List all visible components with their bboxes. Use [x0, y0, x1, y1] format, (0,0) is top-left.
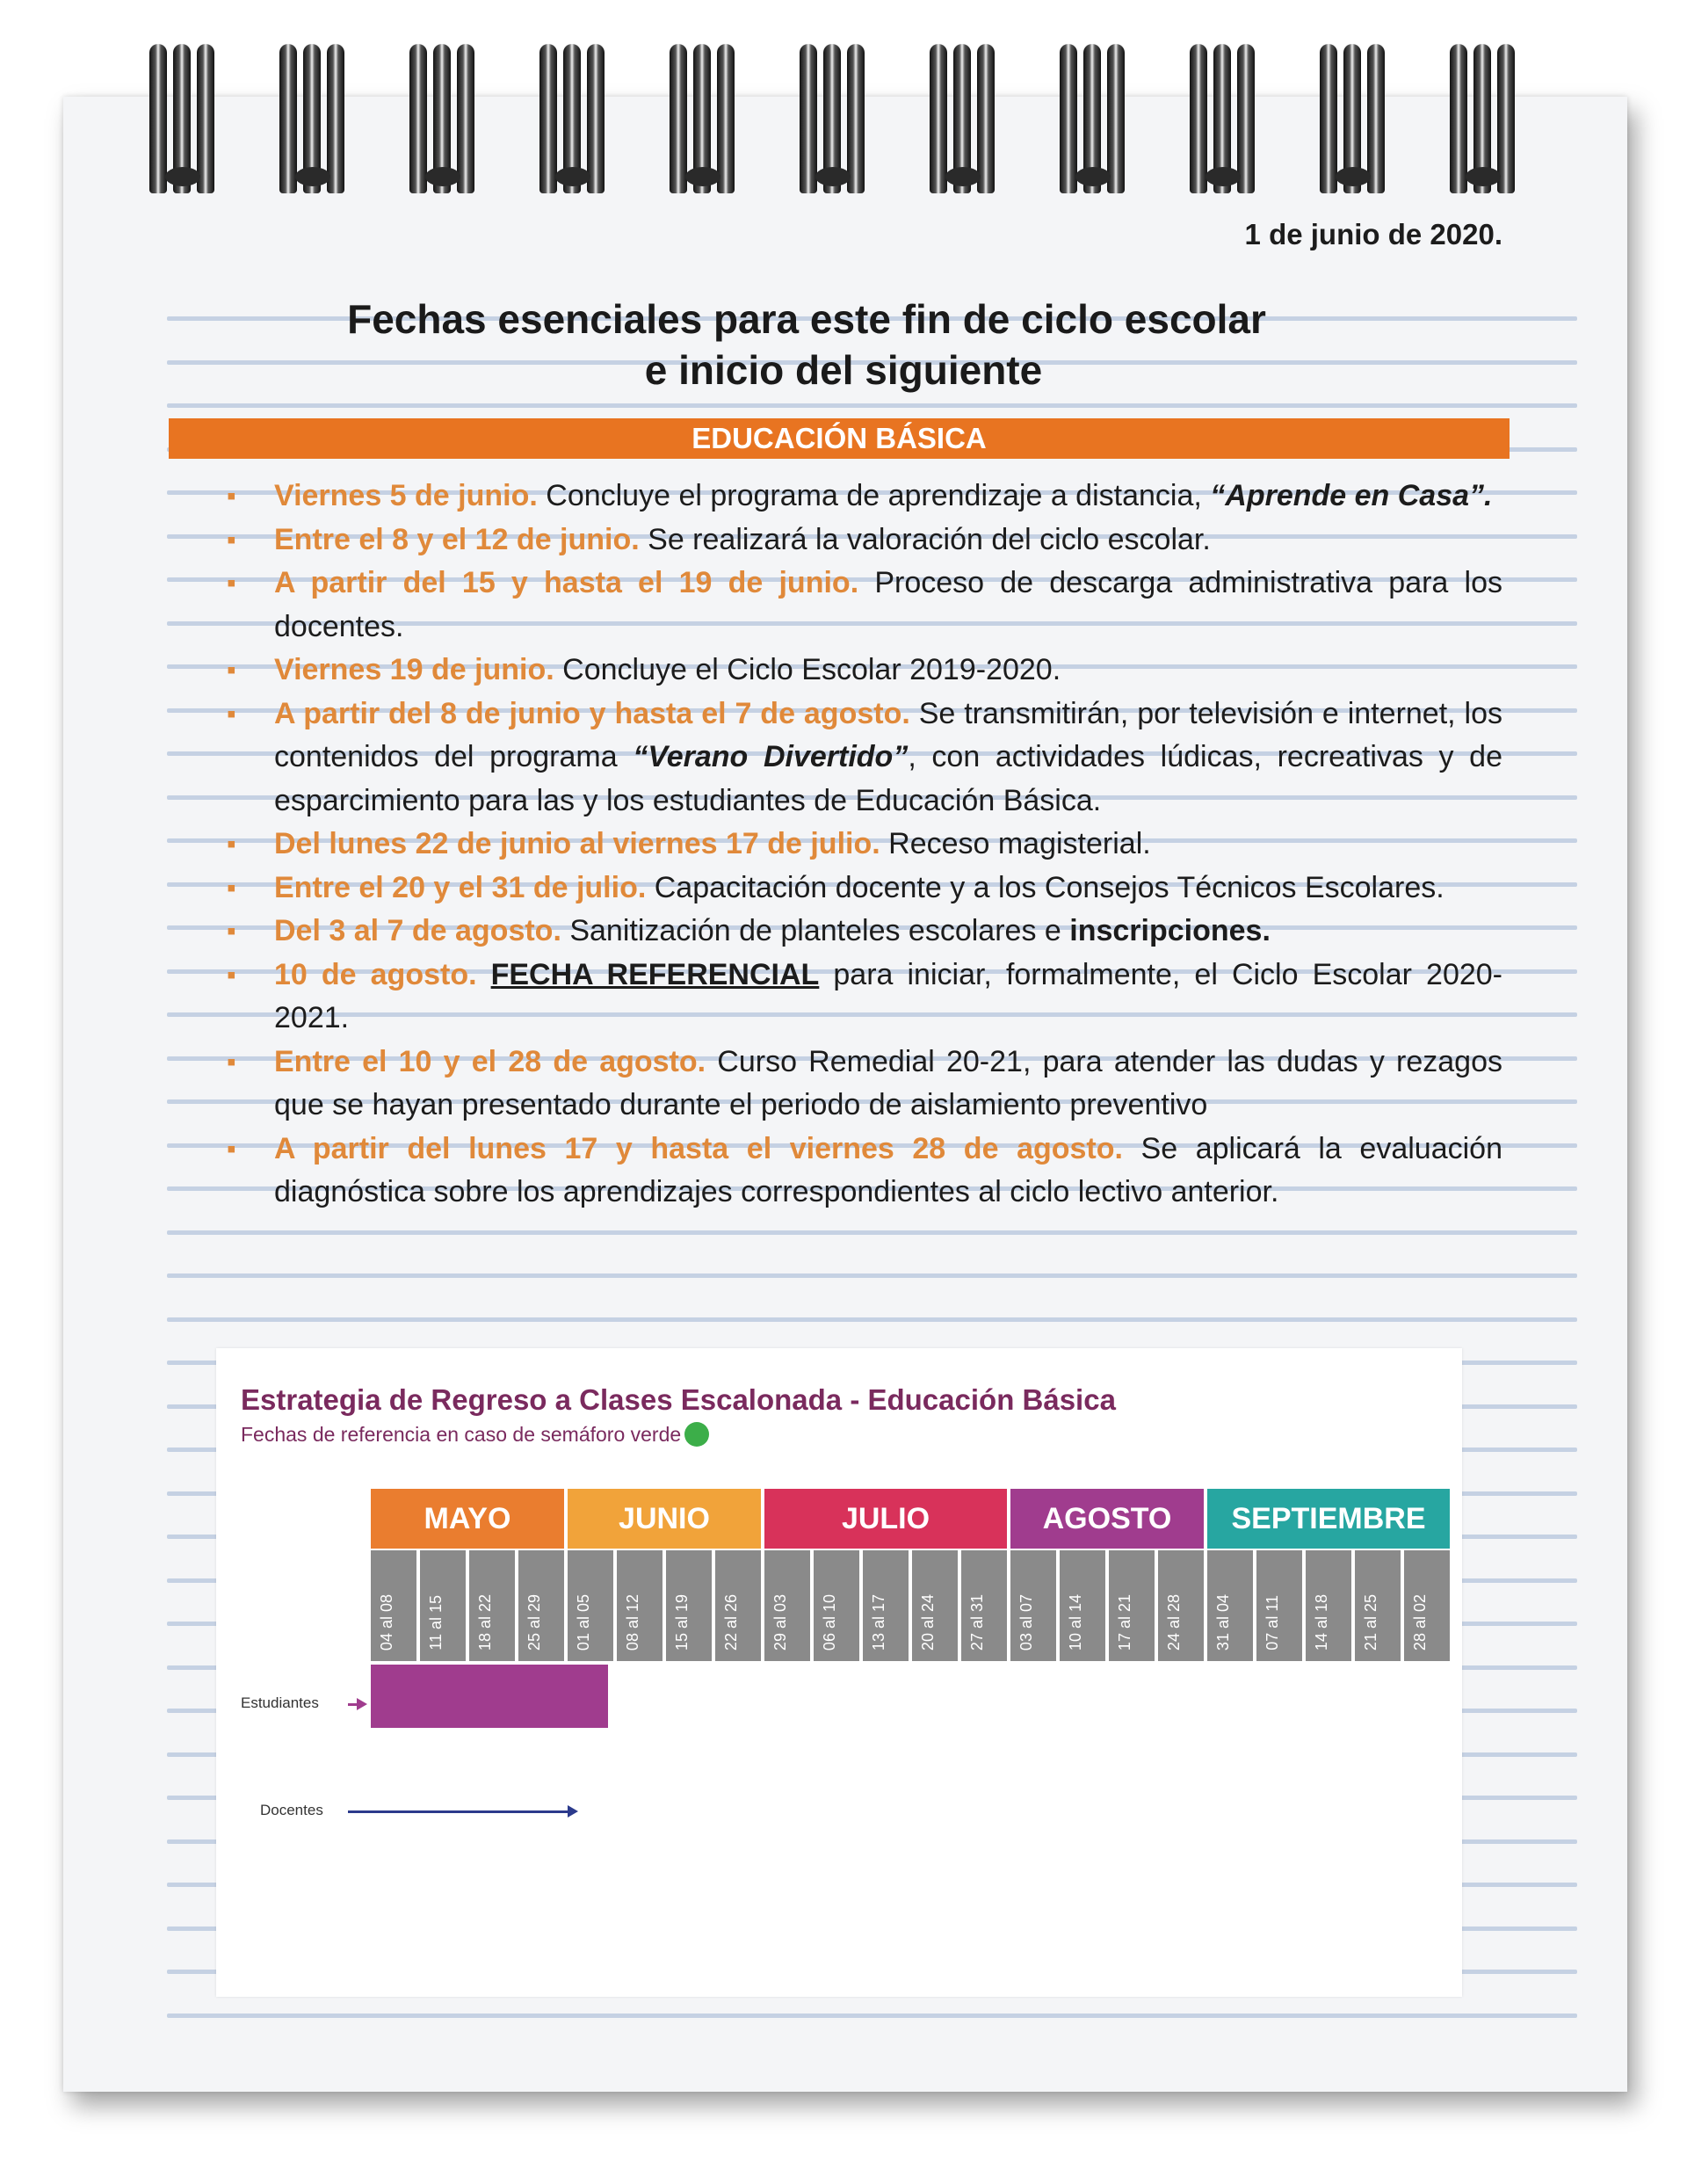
- page-title-line-2: e inicio del siguiente: [644, 347, 1043, 393]
- month-header: JULIO: [764, 1489, 1007, 1549]
- week-text: 06 al 10: [821, 1593, 838, 1651]
- week-text: 20 al 24: [919, 1593, 937, 1651]
- green-light-icon: [684, 1422, 709, 1447]
- week-label: [764, 1550, 814, 1661]
- week-text: 25 al 29: [525, 1593, 543, 1651]
- week-label: [518, 1550, 568, 1661]
- week-label: [1306, 1550, 1355, 1661]
- week-text: 11 al 15: [427, 1595, 445, 1651]
- week-label: [1355, 1550, 1404, 1661]
- spiral-ring: [279, 44, 344, 193]
- week-label: [420, 1550, 469, 1661]
- ruled-line: [167, 403, 1577, 408]
- list-item: ▪ Viernes 19 de junio. Concluye el Ciclo Escolar 2019-2020.: [227, 649, 1502, 693]
- list-item: ▪ Entre el 8 y el 12 de junio. Se realizará la valoración del ciclo escolar.: [227, 519, 1502, 562]
- bullet-icon: ▪: [227, 1134, 236, 1164]
- students-row-label: Estudiantes: [241, 1694, 319, 1711]
- week-text: 31 al 04: [1214, 1593, 1232, 1651]
- spiral-ring: [800, 44, 865, 193]
- week-text: 04 al 08: [378, 1593, 395, 1651]
- week-label: [568, 1550, 617, 1661]
- week-text: 13 al 17: [870, 1593, 887, 1651]
- week-label: [1207, 1550, 1256, 1661]
- bullet-icon: ▪: [227, 569, 236, 598]
- infographic-title: Estrategia de Regreso a Clases Escalonada - Educación Básica: [241, 1383, 1116, 1416]
- week-text: 29 al 03: [771, 1593, 789, 1651]
- week-label: [666, 1550, 715, 1661]
- week-text: 27 al 31: [968, 1593, 986, 1651]
- week-text: 03 al 07: [1017, 1593, 1035, 1651]
- infographic-panel: [216, 1348, 1462, 1997]
- list-item: ▪ 10 de agosto. FECHA REFERENCIAL para iniciar, formalmente, el Ciclo Escolar 2020-2021.: [227, 954, 1502, 1041]
- bullet-icon: ▪: [227, 917, 236, 946]
- spiral-ring: [409, 44, 474, 193]
- bullet-icon: ▪: [227, 1047, 236, 1077]
- spiral-ring: [1320, 44, 1385, 193]
- bullet-icon: ▪: [227, 960, 236, 990]
- week-label: [1404, 1550, 1453, 1661]
- spiral-ring: [1190, 44, 1255, 193]
- week-label: [469, 1550, 518, 1661]
- list-item: ▪ Entre el 20 y el 31 de julio. Capacitación docente y a los Consejos Técnicos Escolares.: [227, 867, 1502, 911]
- month-header: JUNIO: [568, 1489, 761, 1549]
- list-item: ▪ Del 3 al 7 de agosto. Sanitización de planteles escolares e inscripciones.: [227, 910, 1502, 954]
- spiral-ring: [1450, 44, 1515, 193]
- bullet-icon: ▪: [227, 830, 236, 859]
- list-item: ▪ Del lunes 22 de junio al viernes 17 de julio. Receso magisterial.: [227, 823, 1502, 867]
- aprende-en-casa-bar: [371, 1665, 608, 1728]
- teachers-arrow: [348, 1810, 575, 1813]
- spiral-ring: [149, 44, 214, 193]
- ruled-line: [167, 1230, 1577, 1235]
- week-text: 17 al 21: [1116, 1593, 1133, 1651]
- week-text: 01 al 05: [575, 1593, 592, 1651]
- ruled-line: [167, 2013, 1577, 2018]
- list-item: ▪ Entre el 10 y el 28 de agosto. Curso Remedial 20-21, para atender las dudas y rezagos que se hayan presentado durante el periodo de aislamiento preventivo: [227, 1041, 1502, 1128]
- week-label: [912, 1550, 961, 1661]
- infographic-subtitle: Fechas de referencia en caso de semáforo verde: [241, 1422, 709, 1447]
- week-label: [1060, 1550, 1109, 1661]
- students-arrow: [348, 1703, 364, 1706]
- month-header: SEPTIEMBRE: [1207, 1489, 1450, 1549]
- week-label: [814, 1550, 863, 1661]
- spiral-ring: [670, 44, 735, 193]
- week-label: [1010, 1550, 1060, 1661]
- spiral-ring: [1060, 44, 1125, 193]
- bullet-icon: ▪: [227, 699, 236, 729]
- page-title-line-1: Fechas esenciales para este fin de ciclo escolar: [347, 296, 1266, 342]
- document-date: 1 de junio de 2020.: [1244, 218, 1502, 250]
- week-label: [1256, 1550, 1306, 1661]
- week-text: 28 al 02: [1411, 1593, 1429, 1651]
- spiral-ring: [930, 44, 995, 193]
- week-text: 21 al 25: [1362, 1593, 1379, 1651]
- week-text: 07 al 11: [1263, 1595, 1281, 1651]
- week-text: 15 al 19: [673, 1593, 691, 1651]
- week-label: [1109, 1550, 1158, 1661]
- bullet-icon: ▪: [227, 656, 236, 685]
- week-label: [617, 1550, 666, 1661]
- week-label: [371, 1550, 420, 1661]
- list-item: ▪ A partir del lunes 17 y hasta el viernes 28 de agosto. Se aplicará la evaluación diagnóstica sobre los aprendizajes correspondientes al ciclo lectivo anterior.: [227, 1128, 1502, 1215]
- teachers-row-label: Docentes: [260, 1802, 323, 1818]
- week-label: [961, 1550, 1010, 1661]
- spiral-binding: [0, 0, 1687, 202]
- list-item: ▪ A partir del 15 y hasta el 19 de junio. Proceso de descarga administrativa para los docentes.: [227, 562, 1502, 649]
- key-dates-list: [227, 475, 1502, 1215]
- week-text: 18 al 22: [476, 1593, 494, 1651]
- bullet-icon: ▪: [227, 525, 236, 555]
- ruled-line: [167, 1273, 1577, 1278]
- bullet-icon: ▪: [227, 482, 236, 511]
- list-item: ▪ A partir del 8 de junio y hasta el 7 de agosto. Se transmitirán, por televisión e internet, los contenidos del programa “Verano Divertido”, con actividades lúdicas, recreativas y de esparcimiento para las y los estudiantes de Educación Básica.: [227, 693, 1502, 824]
- section-banner: EDUCACIÓN BÁSICA: [169, 418, 1510, 459]
- spiral-ring: [539, 44, 605, 193]
- ruled-line: [167, 1317, 1577, 1322]
- month-header: MAYO: [371, 1489, 564, 1549]
- month-header: AGOSTO: [1010, 1489, 1204, 1549]
- week-text: 22 al 26: [722, 1593, 740, 1651]
- week-text: 24 al 28: [1165, 1593, 1183, 1651]
- week-text: 08 al 12: [624, 1593, 641, 1651]
- list-item: ▪ Viernes 5 de junio. Concluye el programa de aprendizaje a distancia, “Aprende en Casa”.: [227, 475, 1502, 519]
- week-text: 14 al 18: [1313, 1593, 1330, 1651]
- week-label: [1158, 1550, 1207, 1661]
- week-label: [715, 1550, 764, 1661]
- week-label: [863, 1550, 912, 1661]
- bullet-icon: ▪: [227, 873, 236, 903]
- week-text: 10 al 14: [1067, 1593, 1084, 1651]
